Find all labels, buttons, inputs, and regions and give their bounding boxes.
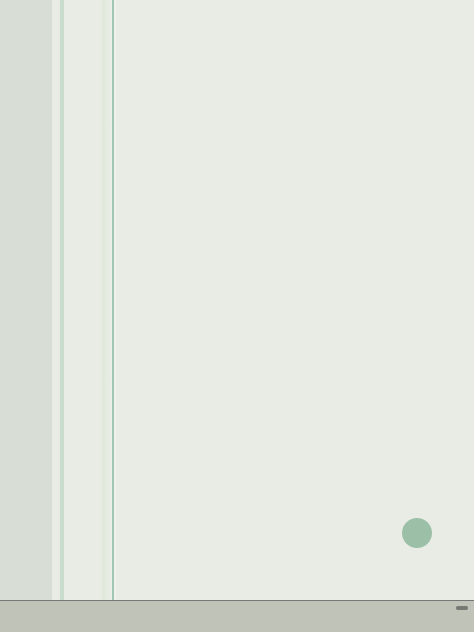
page-content <box>52 0 474 600</box>
watermark <box>456 606 468 610</box>
ruler <box>0 600 474 632</box>
left-page-edge <box>0 0 54 600</box>
textbook-page <box>52 0 474 600</box>
page-number-badge <box>402 518 432 548</box>
